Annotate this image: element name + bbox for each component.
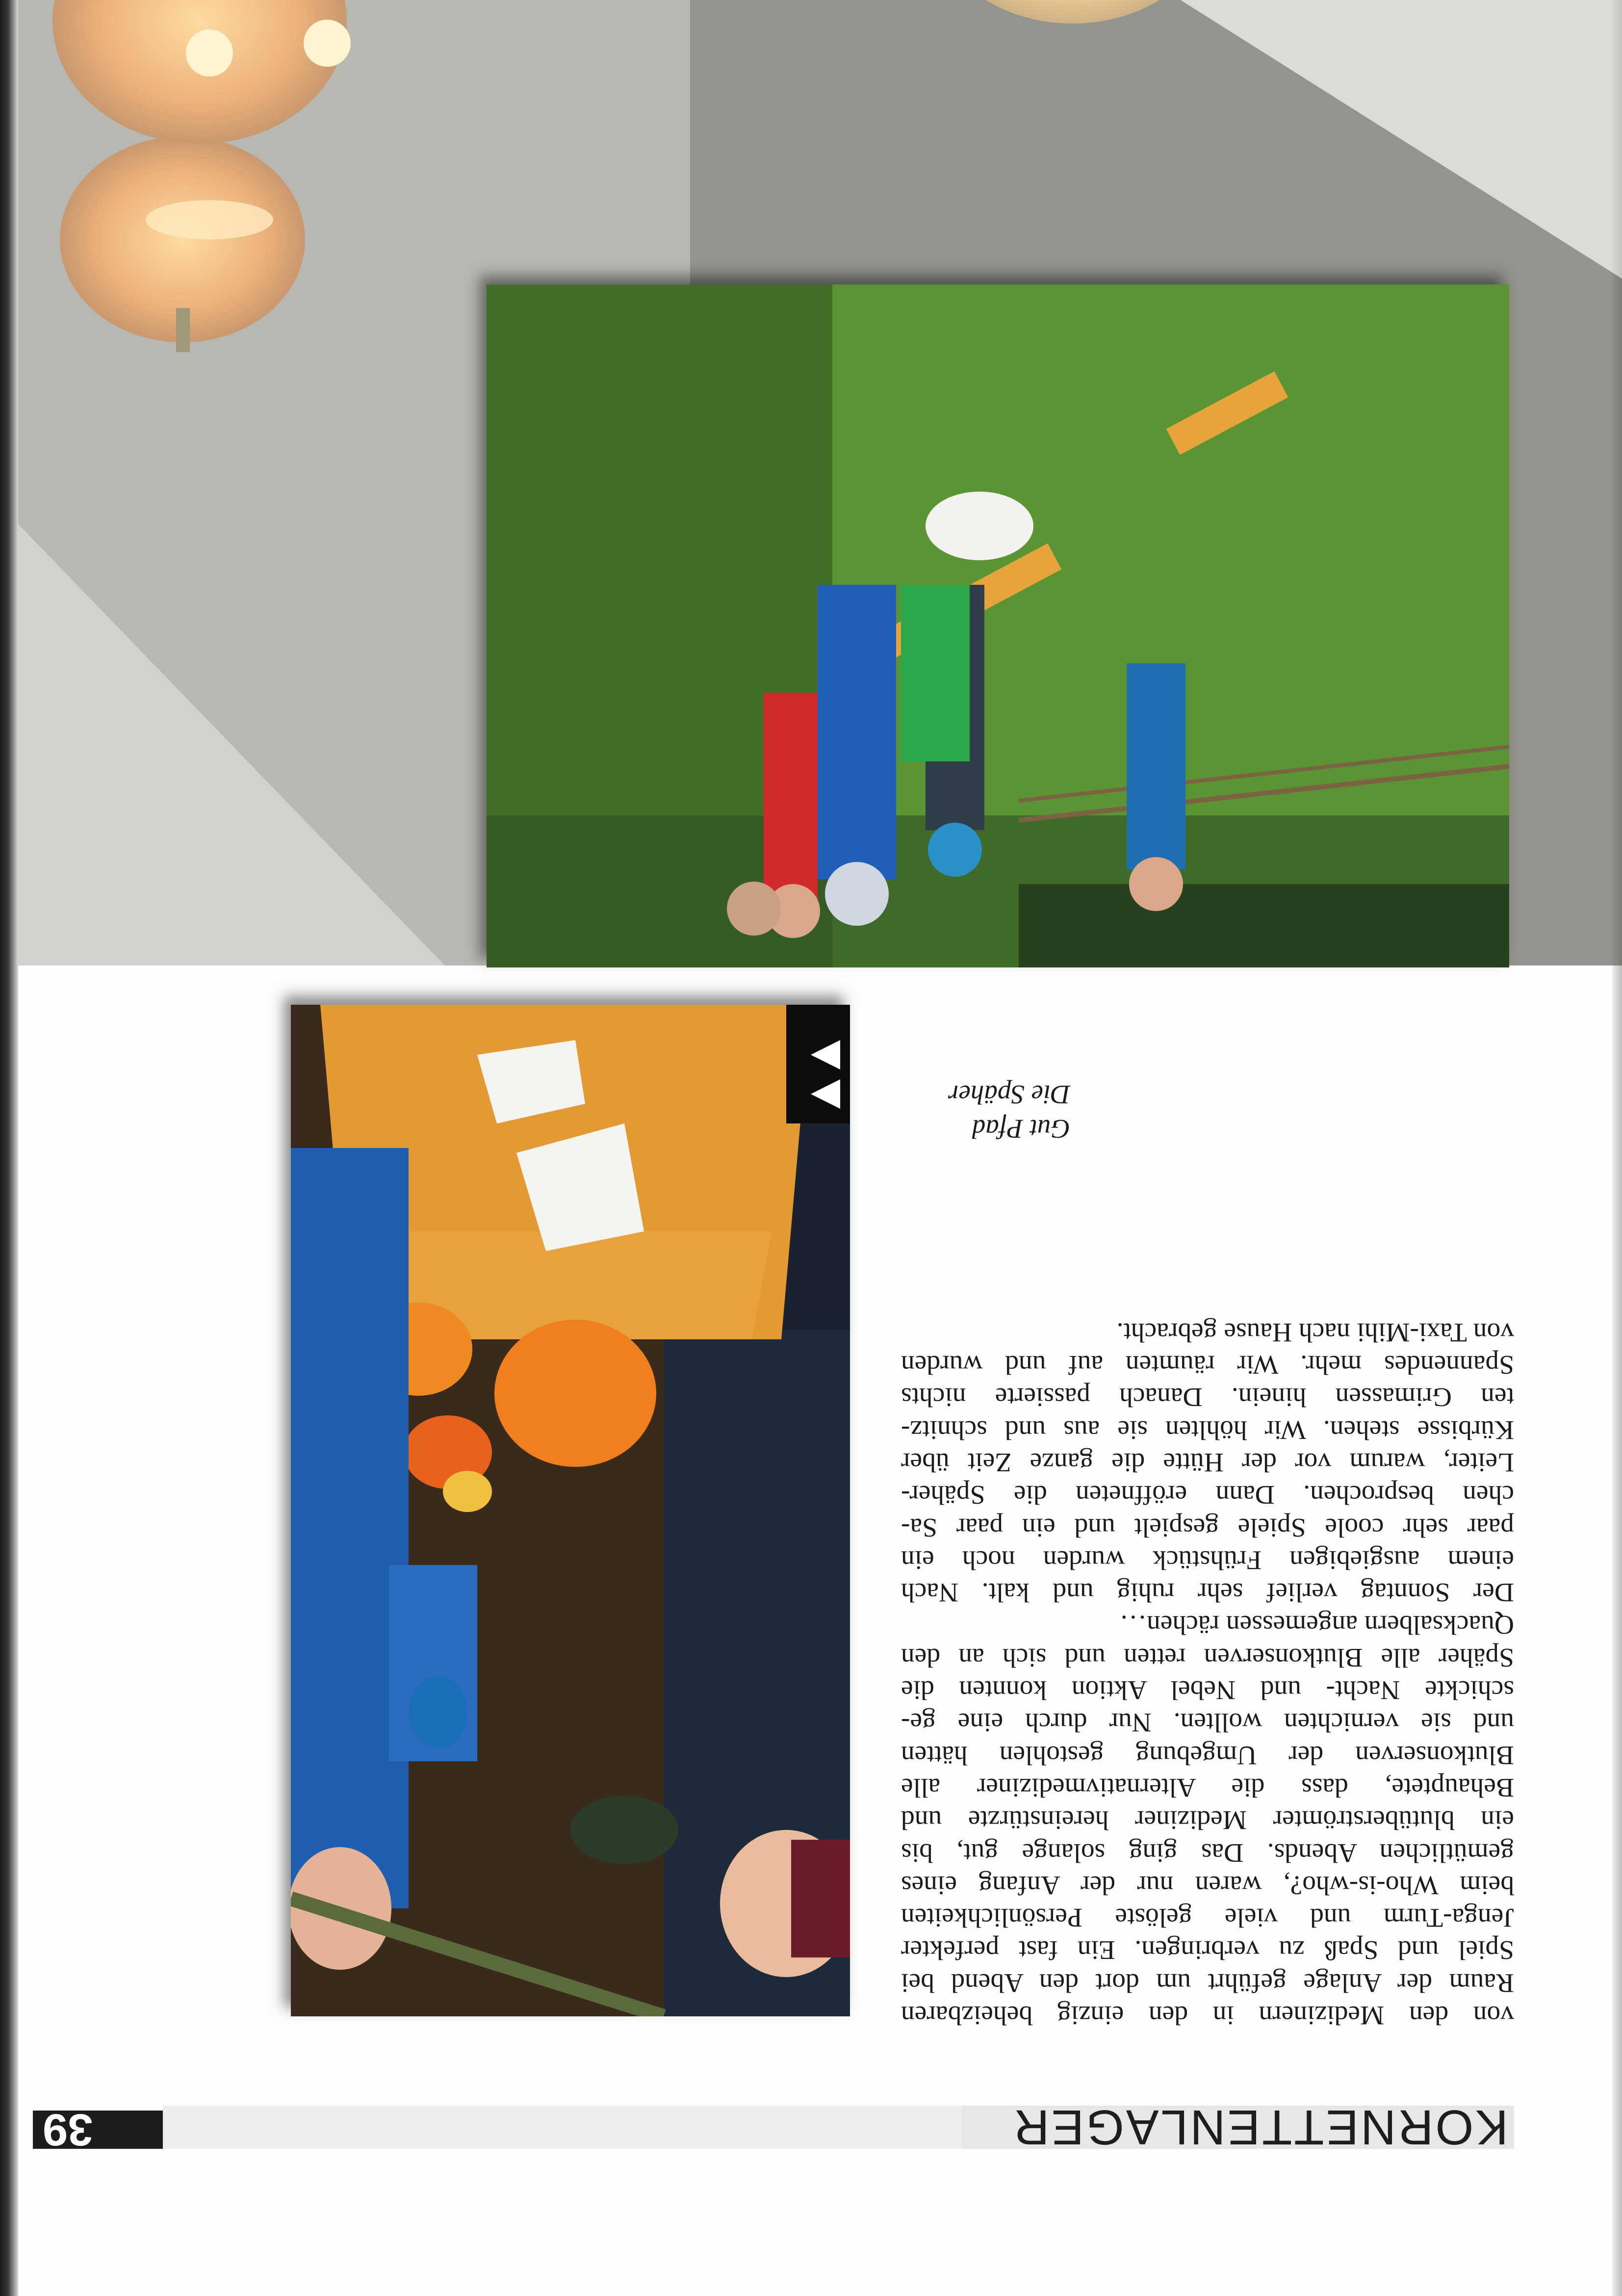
group-meadow-image [487,285,1509,967]
article-line: Raum der Anlage geführt um dort den Abend bei [901,1967,1514,1998]
article-line: Der Sonntag verlief sehr ruhig und kalt. Nach [901,1577,1514,1608]
article-line: Spiel und Spaß zu verbringen. Ein fast perfekter [901,1935,1514,1965]
page-number: 39 [33,2111,163,2149]
article-line: paar sehr coole Spiele gespielt und ein paar Sa- [901,1512,1514,1542]
article-line: von Taxi-Mihi nach Hause gebracht. [1116,1317,1514,1347]
article-line: chen besprochen. Dann eröffneten die Späher- [901,1480,1514,1510]
photo-group-meadow [487,285,1509,967]
page-header [38,2100,1514,2155]
article-signature [913,1077,1070,1146]
photo-pumpkin-carving [291,1005,850,2016]
article-body [901,1315,1514,2031]
article-line: schickte Nacht- und Nebel Aktion konnten die [901,1675,1514,1705]
article-line: einem ausgiebigen Frühstück wurden noch ein [901,1544,1514,1575]
pumpkin-carving-image [291,1005,850,2016]
article-line: Quacksalbern angemessen rächen… [1119,1610,1514,1640]
article-line: Spannendes mehr. Wir räumten auf und wurden [901,1350,1514,1380]
signature-line: Gut Pfad [972,1114,1070,1144]
header-rule [163,2106,962,2149]
pumpkin-shape [494,1320,656,1467]
article-line: von den Medizinern in den einzig beheizbaren [901,2000,1514,2030]
book-binding-edge [0,0,18,2296]
article-line: gemütlichen Abends. Das ging solange gut, bis [901,1837,1514,1868]
article-line: und sie vernichten wollten. Nur durch eine ge- [901,1707,1514,1738]
section-title: KORNETTENLAGER [962,2106,1514,2149]
article-line: Späher alle Blutkonserven retten und sich an den [901,1642,1514,1672]
article-line: Jenga-Turm und viele gelöste Persönlichkeiten [901,1903,1514,1933]
article-line: beim Who-is-who?, waren nur der Anfang eines [901,1870,1514,1900]
article-line: ein blutüberströmter Mediziner hereinstürzte und [901,1805,1514,1835]
article-line: Kürbisse stehen. Wir höhlten sie aus und schnitz- [901,1414,1514,1445]
article-line: ten Grimassen hinein. Danach passierte nichts [901,1382,1514,1412]
article-line: Leiter, warum vor der Hütte die ganze Zeit über [901,1447,1514,1477]
article-line: Behauptete, dass die Alternativmediziner alle [901,1772,1514,1802]
signature-line: Die Späher [948,1080,1070,1110]
article-line: Blutkonserven der Umgebung gestohlen hätten [901,1740,1514,1770]
